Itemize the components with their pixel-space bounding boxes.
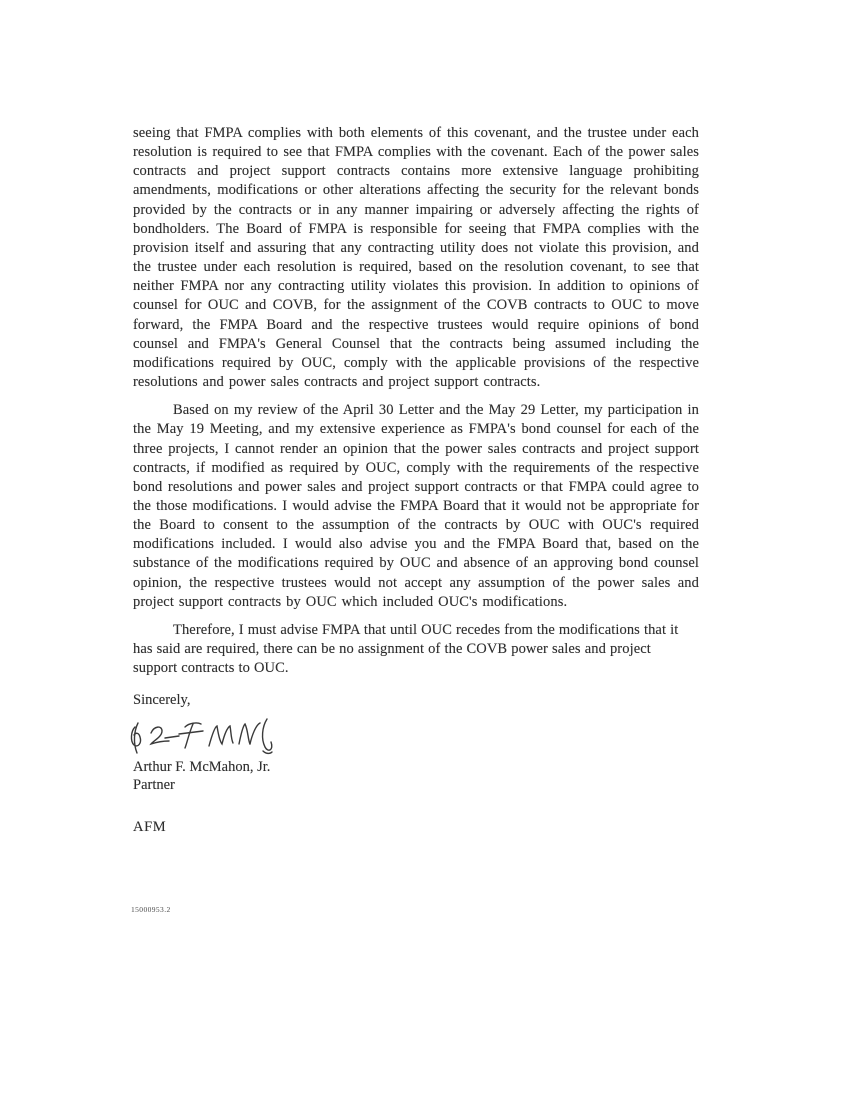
- document-control-number: 15000953.2: [131, 905, 171, 914]
- letter-body: [133, 124, 699, 836]
- signer-title: Partner: [133, 776, 175, 793]
- paragraph-conclusion: Therefore, I must advise FMPA that until OUC recedes from the modifications that it has said are required, there can be no assignment of the COVB power sales and project support contracts to OUC.: [133, 621, 679, 677]
- signer-name: Arthur F. McMahon, Jr.: [133, 758, 271, 775]
- paragraph-opinion: Based on my review of the April 30 Letter and the May 29 Letter, my participation in the May 19 Meeting, and my extensive experience as FMPA's bond counsel for each of the three projects, I cannot render an opinion that the power sales contracts and project support contracts, if modified as required by OUC, comply with the requirements of the respective bond resolutions and power sales and project support contracts or that FMPA could agree to the those modifications. I would advise the FMPA Board that it would not be appropriate for the Board to consent to the assumption of the contracts by OUC with OUC's required modifications included. I would also advise you and the FMPA Board that, based on the substance of the modifications required by OUC and absence of an approving bond counsel opinion, the respective trustees would not accept any assumption of the power sales and project support contracts by OUC which included OUC's modifications.: [133, 402, 699, 610]
- handwritten-signature-image: [129, 713, 279, 757]
- typist-initials: AFM: [133, 818, 167, 835]
- closing-salutation: Sincerely,: [133, 692, 191, 709]
- paragraph-covenant-compliance: seeing that FMPA complies with both elements of this covenant, and the trustee under each resolution is required to see that FMPA complies with the covenant. Each of the power sales contracts and project support contracts contains more extensive language prohibiting amendments, modifications or other alterations affecting the security for the relevant bonds provided by the contracts or in any manner impairing or adversely affecting the rights of bondholders. The Board of FMPA is responsible for seeing that FMPA complies with the provision itself and assuring that any contracting utility does not violate this provision, and the trustee under each resolution is required, based on the resolution covenant, to see that neither FMPA nor any contracting utility violates this provision. In addition to opinions of counsel for OUC and COVB, for the assignment of the COVB contracts to OUC to move forward, the FMPA Board and the respective trustees would require opinions of bond counsel and FMPA's General Counsel that the contracts being assumed including the modifications required by OUC, comply with the applicable provisions of the respective resolutions and power sales contracts and project support contracts.: [133, 125, 699, 391]
